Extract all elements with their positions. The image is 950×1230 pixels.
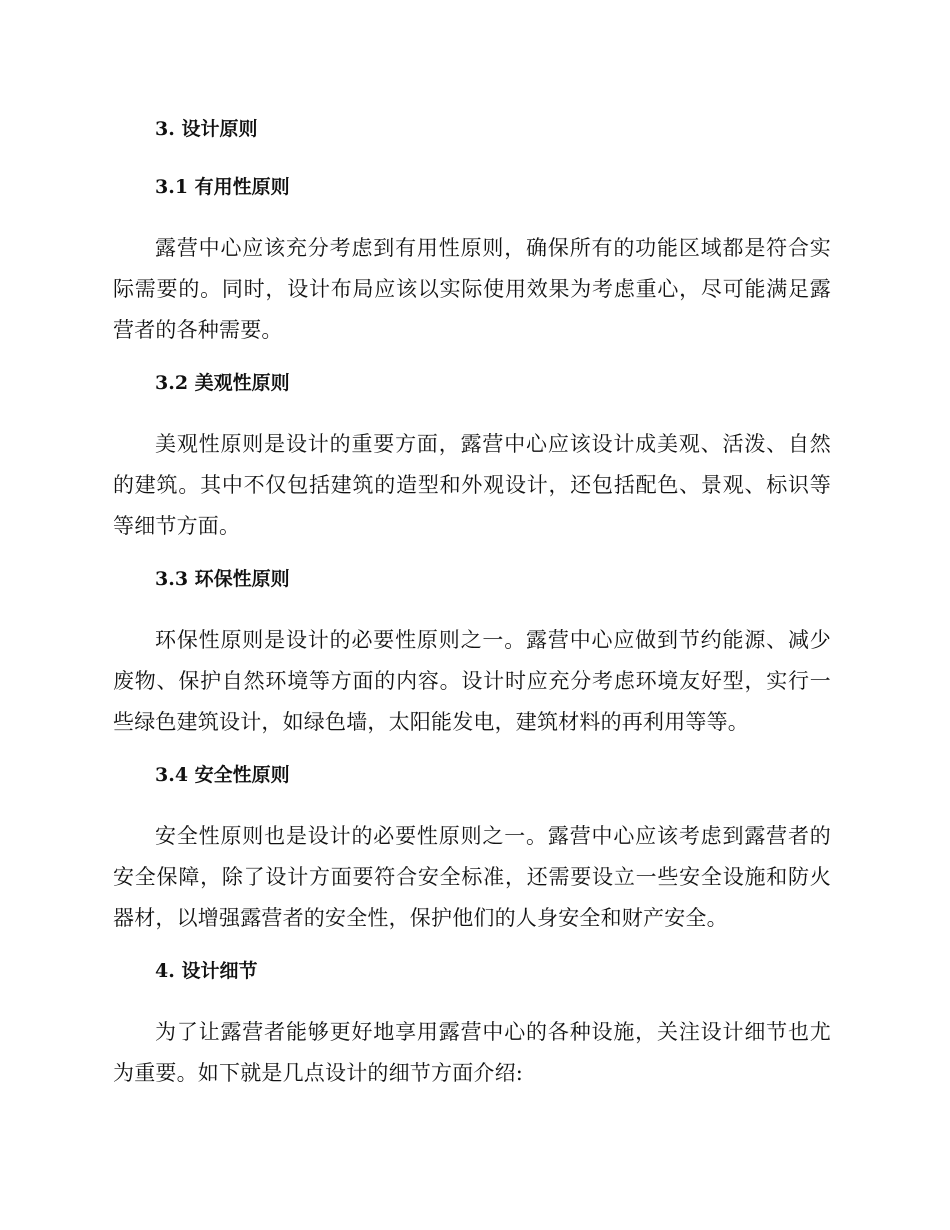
- paragraph-environmental: 环保性原则是设计的必要性原则之一。露营中心应做到节约能源、减少废物、保护自然环境等方面的内容。设计时应充分考虑环境友好型，实行一些绿色建筑设计，如绿色墙，太阳能发电，建筑材料的再利用等等。: [113, 628, 831, 734]
- paragraph-usefulness: 露营中心应该充分考虑到有用性原则，确保所有的功能区域都是符合实际需要的。同时，设计布局应该以实际使用效果为考虑重心，尽可能满足露营者的各种需要。: [113, 236, 831, 342]
- section-heading-usefulness: 3.1 有用性原则: [155, 176, 290, 198]
- document-body: [113, 112, 831, 1094]
- section-heading-aesthetics: 3.2 美观性原则: [155, 372, 290, 394]
- section-heading-safety: 3.4 安全性原则: [155, 764, 290, 786]
- section-heading-environmental: 3.3 环保性原则: [155, 568, 290, 590]
- paragraph-safety: 安全性原则也是设计的必要性原则之一。露营中心应该考虑到露营者的安全保障，除了设计方面要符合安全标准，还需要设立一些安全设施和防火器材，以增强露营者的安全性，保护他们的人身安全和财产安全。: [113, 824, 831, 930]
- paragraph-aesthetics: 美观性原则是设计的重要方面，露营中心应该设计成美观、活泼、自然的建筑。其中不仅包括建筑的造型和外观设计，还包括配色、景观、标识等等细节方面。: [113, 432, 831, 538]
- section-heading-design-principles: 3. 设计原则: [155, 118, 258, 140]
- paragraph-design-details: 为了让露营者能够更好地享用露营中心的各种设施，关注设计细节也尤为重要。如下就是几点设计的细节方面介绍:: [113, 1020, 831, 1085]
- section-heading-design-details: 4. 设计细节: [155, 960, 258, 982]
